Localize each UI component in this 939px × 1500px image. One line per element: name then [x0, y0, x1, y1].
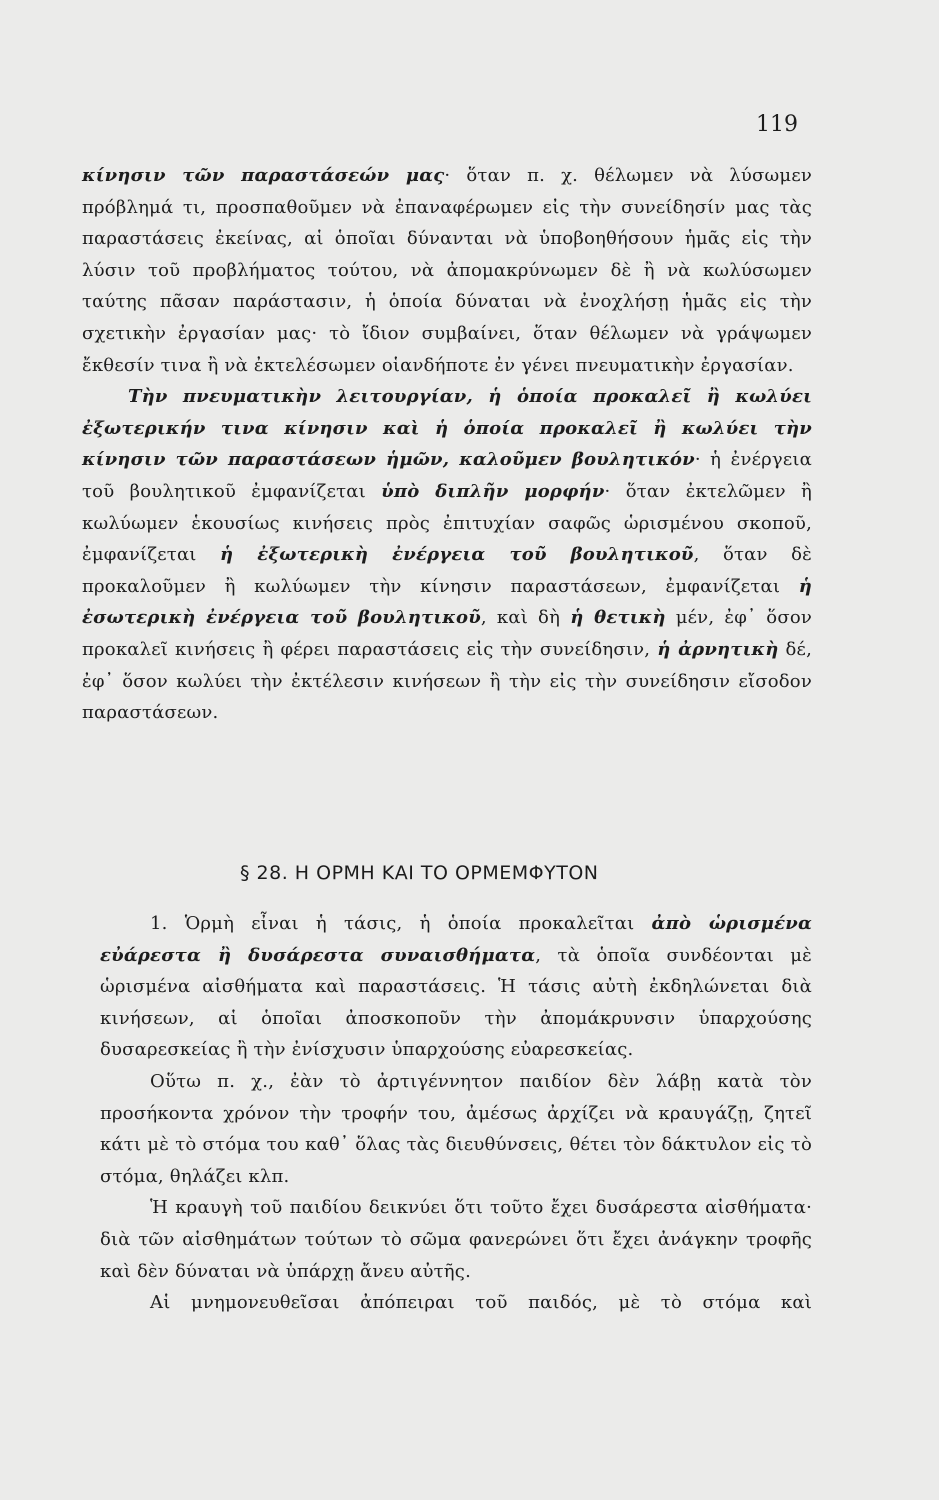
main-text-lower — [100, 908, 812, 1319]
bold-feelings: ἀπὸ ὡρισμένα εὐάρεστα ἢ δυσάρεστα συναισθήματα — [100, 913, 812, 966]
paragraph-6: Αἱ μνημονευθεῖσαι ἀπόπειραι τοῦ παιδός, μὲ τὸ στόμα καὶ — [150, 1292, 812, 1314]
paragraph-5: Ἡ κραυγὴ τοῦ παιδίου δεικνύει ὅτι τοῦτο ἔχει δυσάρεστα αἰσθήματα· διὰ τῶν αἰσθημάτων τούτων τὸ σῶμα φανερώνει ὅτι ἔχει ἀνάγκην τροφῆς καὶ δὲν δύναται νὰ ὑπάρχῃ ἄνευ αὐτῆς. — [100, 1197, 812, 1282]
bold-negative: ἡ ἀρνητικὴ — [657, 638, 779, 660]
section-heading: § 28. Η ΟΡΜΗ ΚΑΙ ΤΟ ΟΡΜΕΜΦΥΤΟΝ — [240, 862, 599, 884]
paragraph-2-text-2: · ὅταν ἐκτελῶμεν ἢ κωλύωμεν ἑκουσίως κινήσεις πρὸς ἐπιτυχίαν σαφῶς ὡρισμένου σκοποῦ, ἐμφανίζεται — [82, 480, 812, 566]
bold-internal-energy: ἡ ἐσωτερικὴ ἐνέργεια τοῦ βουλητικοῦ — [82, 575, 812, 629]
paragraph-2-text-1: · ἡ ἐνέργεια τοῦ βουλητικοῦ ἐμφανίζεται — [82, 449, 812, 502]
paragraph-2-text-4: , καὶ δὴ — [480, 607, 571, 629]
paragraph-3 — [100, 908, 812, 1066]
paragraph-2 — [82, 381, 812, 729]
paragraph-2-text-6: δέ, ἐφ᾿ ὅσον κωλύει τὴν ἐκτέλεσιν κινήσεων ἢ τὴν εἰς τὴν συνείδησιν εἴσοδον παραστάσεων. — [82, 638, 812, 724]
paragraph-2-text-3: , ὅταν δὲ προκαλοῦμεν ἢ κωλύωμεν τὴν κίνησιν παραστάσεων, ἐμφανίζεται — [82, 544, 812, 597]
bold-volition-definition: Τὴν πνευματικὴν λειτουργίαν, ἡ ὁποία προκαλεῖ ἢ κωλύει ἐξωτερικήν τινα κίνησιν καὶ ἡ ὁποία προκαλεῖ ἢ κωλύει τὴν κίνησιν τῶν παραστάσεων ἡμῶν, καλοῦμεν βουλητικόν — [82, 386, 812, 471]
paragraph-1 — [82, 160, 812, 381]
bold-positive: ἡ θετικὴ — [570, 607, 666, 629]
paragraph-1-lead-bold: κίνησιν τῶν παραστάσεών μας — [82, 165, 445, 186]
paragraph-2-text-5: μέν, ἐφ᾿ ὅσον προκαλεῖ κινήσεις ἢ φέρει παραστάσεις εἰς τὴν συνείδησιν, — [82, 607, 813, 660]
paragraph-4: Οὕτω π. χ., ἐὰν τὸ ἀρτιγέννητον παιδίον δὲν λάβῃ κατὰ τὸν προσήκοντα χρόνον τὴν τροφήν του, ἀμέσως ἀρχίζει νὰ κραυγάζῃ, ζητεῖ κάτι μὲ τὸ στόμα του καθ᾿ ὅλας τὰς διευθύνσεις, θέτει τὸν δάκτυλον εἰς τὸ στόμα, θηλάζει κλπ. — [100, 1070, 812, 1187]
bold-external-energy: ἡ ἐξωτερικὴ ἐνέργεια τοῦ βουλητικοῦ — [220, 544, 694, 566]
paragraph-3-text-1: 1. Ὁρμὴ εἶναι ἡ τάσις, ἡ ὁποία προκαλεῖται — [150, 913, 652, 934]
paragraph-3-text-2: , τὰ ὁποῖα συνδέονται μὲ ὡρισμένα αἰσθήματα καὶ παραστάσεις. Ἡ τάσις αὐτὴ ἐκδηλώνεται διὰ κινήσεων, αἱ ὁποῖαι ἀποσκοποῦν τὴν ἀπομάκρυνσιν ὑπαρχούσης δυσαρεσκείας ἢ τὴν ἐνίσχυσιν ὑπαρχούσης εὐαρεσκείας. — [100, 944, 812, 1061]
paragraph-1-rest: · ὅταν π. χ. θέλωμεν νὰ λύσωμεν πρόβλημά τι, προσπαθοῦμεν νὰ ἐπαναφέρωμεν εἰς τὴν συνείδησίν μας τὰς παραστάσεις ἐκείνας, αἱ ὁποῖαι δύνανται νὰ ὑποβοηθήσουν ἡμᾶς εἰς τὴν λύσιν τοῦ προβλήματος τούτου, νὰ ἀπομακρύνωμεν δὲ ἢ νὰ κωλύσωμεν ταύτης πᾶσαν παράστασιν, ἡ ὁποία δύναται νὰ ἐνοχλήσῃ ἡμᾶς εἰς τὴν σχετικὴν ἐργασίαν μας· τὸ ἴδιον συμβαίνει, ὅταν θέλωμεν νὰ γράψωμεν ἔκθεσίν τινα ἢ νὰ ἐκτελέσωμεν οἱανδήποτε ἐν γένει πνευματικὴν ἐργασίαν. — [82, 165, 812, 376]
page-number: 119 — [756, 112, 798, 137]
main-text-upper — [82, 160, 812, 729]
bold-dual-form: ὑπὸ διπλῆν μορφήν — [381, 480, 605, 502]
